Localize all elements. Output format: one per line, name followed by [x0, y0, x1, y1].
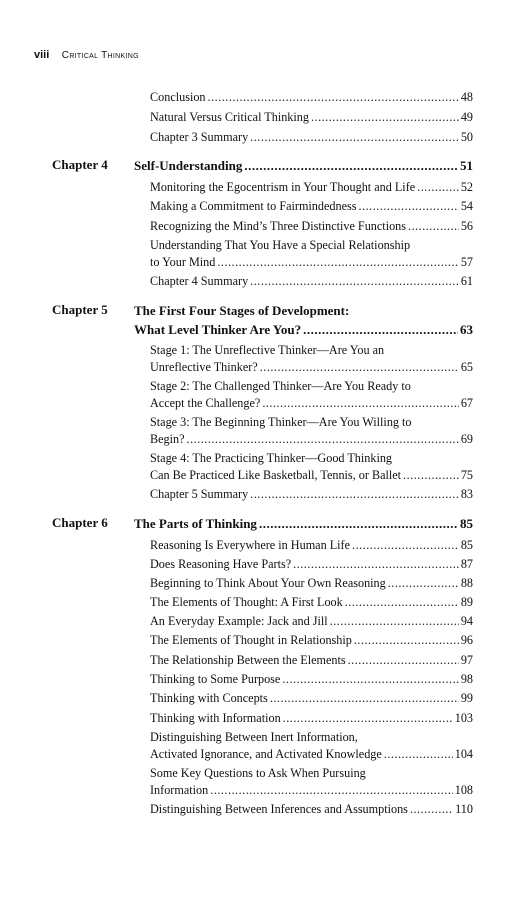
toc-entry: Does Reasoning Have Parts? ..... 87 [150, 556, 473, 573]
toc-entry: Reasoning Is Everywhere in Human Life ..... 85 [150, 537, 473, 554]
chapter-title: The Parts of Thinking ..... 85 [134, 514, 473, 533]
toc-entry: Stage 4: The Practicing Thinker—Good Thinking Can Be Practiced Like Basketball, Tennis, or Ballet ..... 75 [150, 450, 473, 484]
chapter-label: Chapter 4 [52, 157, 108, 172]
toc-entry: The Relationship Between the Elements ..... 97 [150, 652, 473, 669]
toc-entry [150, 129, 473, 146]
toc-entry: Some Key Questions to Ask When Pursuing Information ..... 108 [150, 765, 473, 799]
running-title: Critical Thinking [61, 50, 139, 61]
toc-entry [150, 89, 473, 106]
toc-entry: Understanding That You Have a Special Relationship to Your Mind ..... 57 [150, 237, 473, 271]
toc-entry: Beginning to Think About Your Own Reasoning ..... 88 [150, 575, 473, 592]
toc-entry: Thinking with Information ..... 103 [150, 710, 473, 727]
toc-entry: Stage 2: The Challenged Thinker—Are You Ready to Accept the Challenge? ..... 67 [150, 378, 473, 412]
toc-entry: Chapter 4 Summary ..... 61 [150, 273, 473, 290]
toc-entry: Distinguishing Between Inferences and Assumptions ..... 110 [150, 801, 473, 818]
toc-entry: Stage 3: The Beginning Thinker—Are You Willing to Begin? ..... 69 [150, 414, 473, 448]
running-header [34, 49, 139, 61]
toc-entry: Chapter 5 Summary ..... 83 [150, 486, 473, 503]
toc-entry [150, 109, 473, 126]
toc-entry: Recognizing the Mind’s Three Distinctive Functions ..... 56 [150, 218, 473, 235]
toc-entry: Thinking to Some Purpose ..... 98 [150, 671, 473, 688]
chapter-title: Self-Understanding ..... 51 [134, 156, 473, 175]
toc-entry-page: 50 [460, 130, 473, 144]
toc-entry: Monitoring the Egocentrism in Your Thought and Life ..... 52 [150, 179, 473, 196]
chapter-page: 85 [460, 516, 473, 531]
chapter-title: The First Four Stages of Development: What Level Thinker Are You? ..... 63 [134, 301, 473, 339]
toc-entry-title: Chapter 3 Summary [150, 130, 249, 144]
toc-entry: Stage 1: The Unreflective Thinker—Are You an Unreflective Thinker? ..... 65 [150, 342, 473, 376]
toc-entry: Distinguishing Between Inert Information, Activated Ignorance, and Activated Knowledge ..... 104 [150, 729, 473, 763]
toc-entry-title: Conclusion [150, 90, 206, 104]
toc-entry: Thinking with Concepts ..... 99 [150, 690, 473, 707]
toc-entry-page: 49 [460, 110, 473, 124]
chapter-page: 63 [460, 322, 473, 337]
chapter-label: Chapter 6 [52, 515, 108, 530]
toc-entry: An Everyday Example: Jack and Jill ..... 94 [150, 613, 473, 630]
toc-entry: Making a Commitment to Fairmindedness ..... 54 [150, 198, 473, 215]
chapter-page: 51 [460, 158, 473, 173]
page-number: viii [34, 49, 50, 61]
chapter-label: Chapter 5 [52, 302, 108, 317]
toc-entry-title: Natural Versus Critical Thinking [150, 110, 309, 124]
toc-entry: The Elements of Thought: A First Look ..... 89 [150, 594, 473, 611]
toc-entry-page: 48 [460, 90, 473, 104]
toc-entry: The Elements of Thought in Relationship ..... 96 [150, 632, 473, 649]
